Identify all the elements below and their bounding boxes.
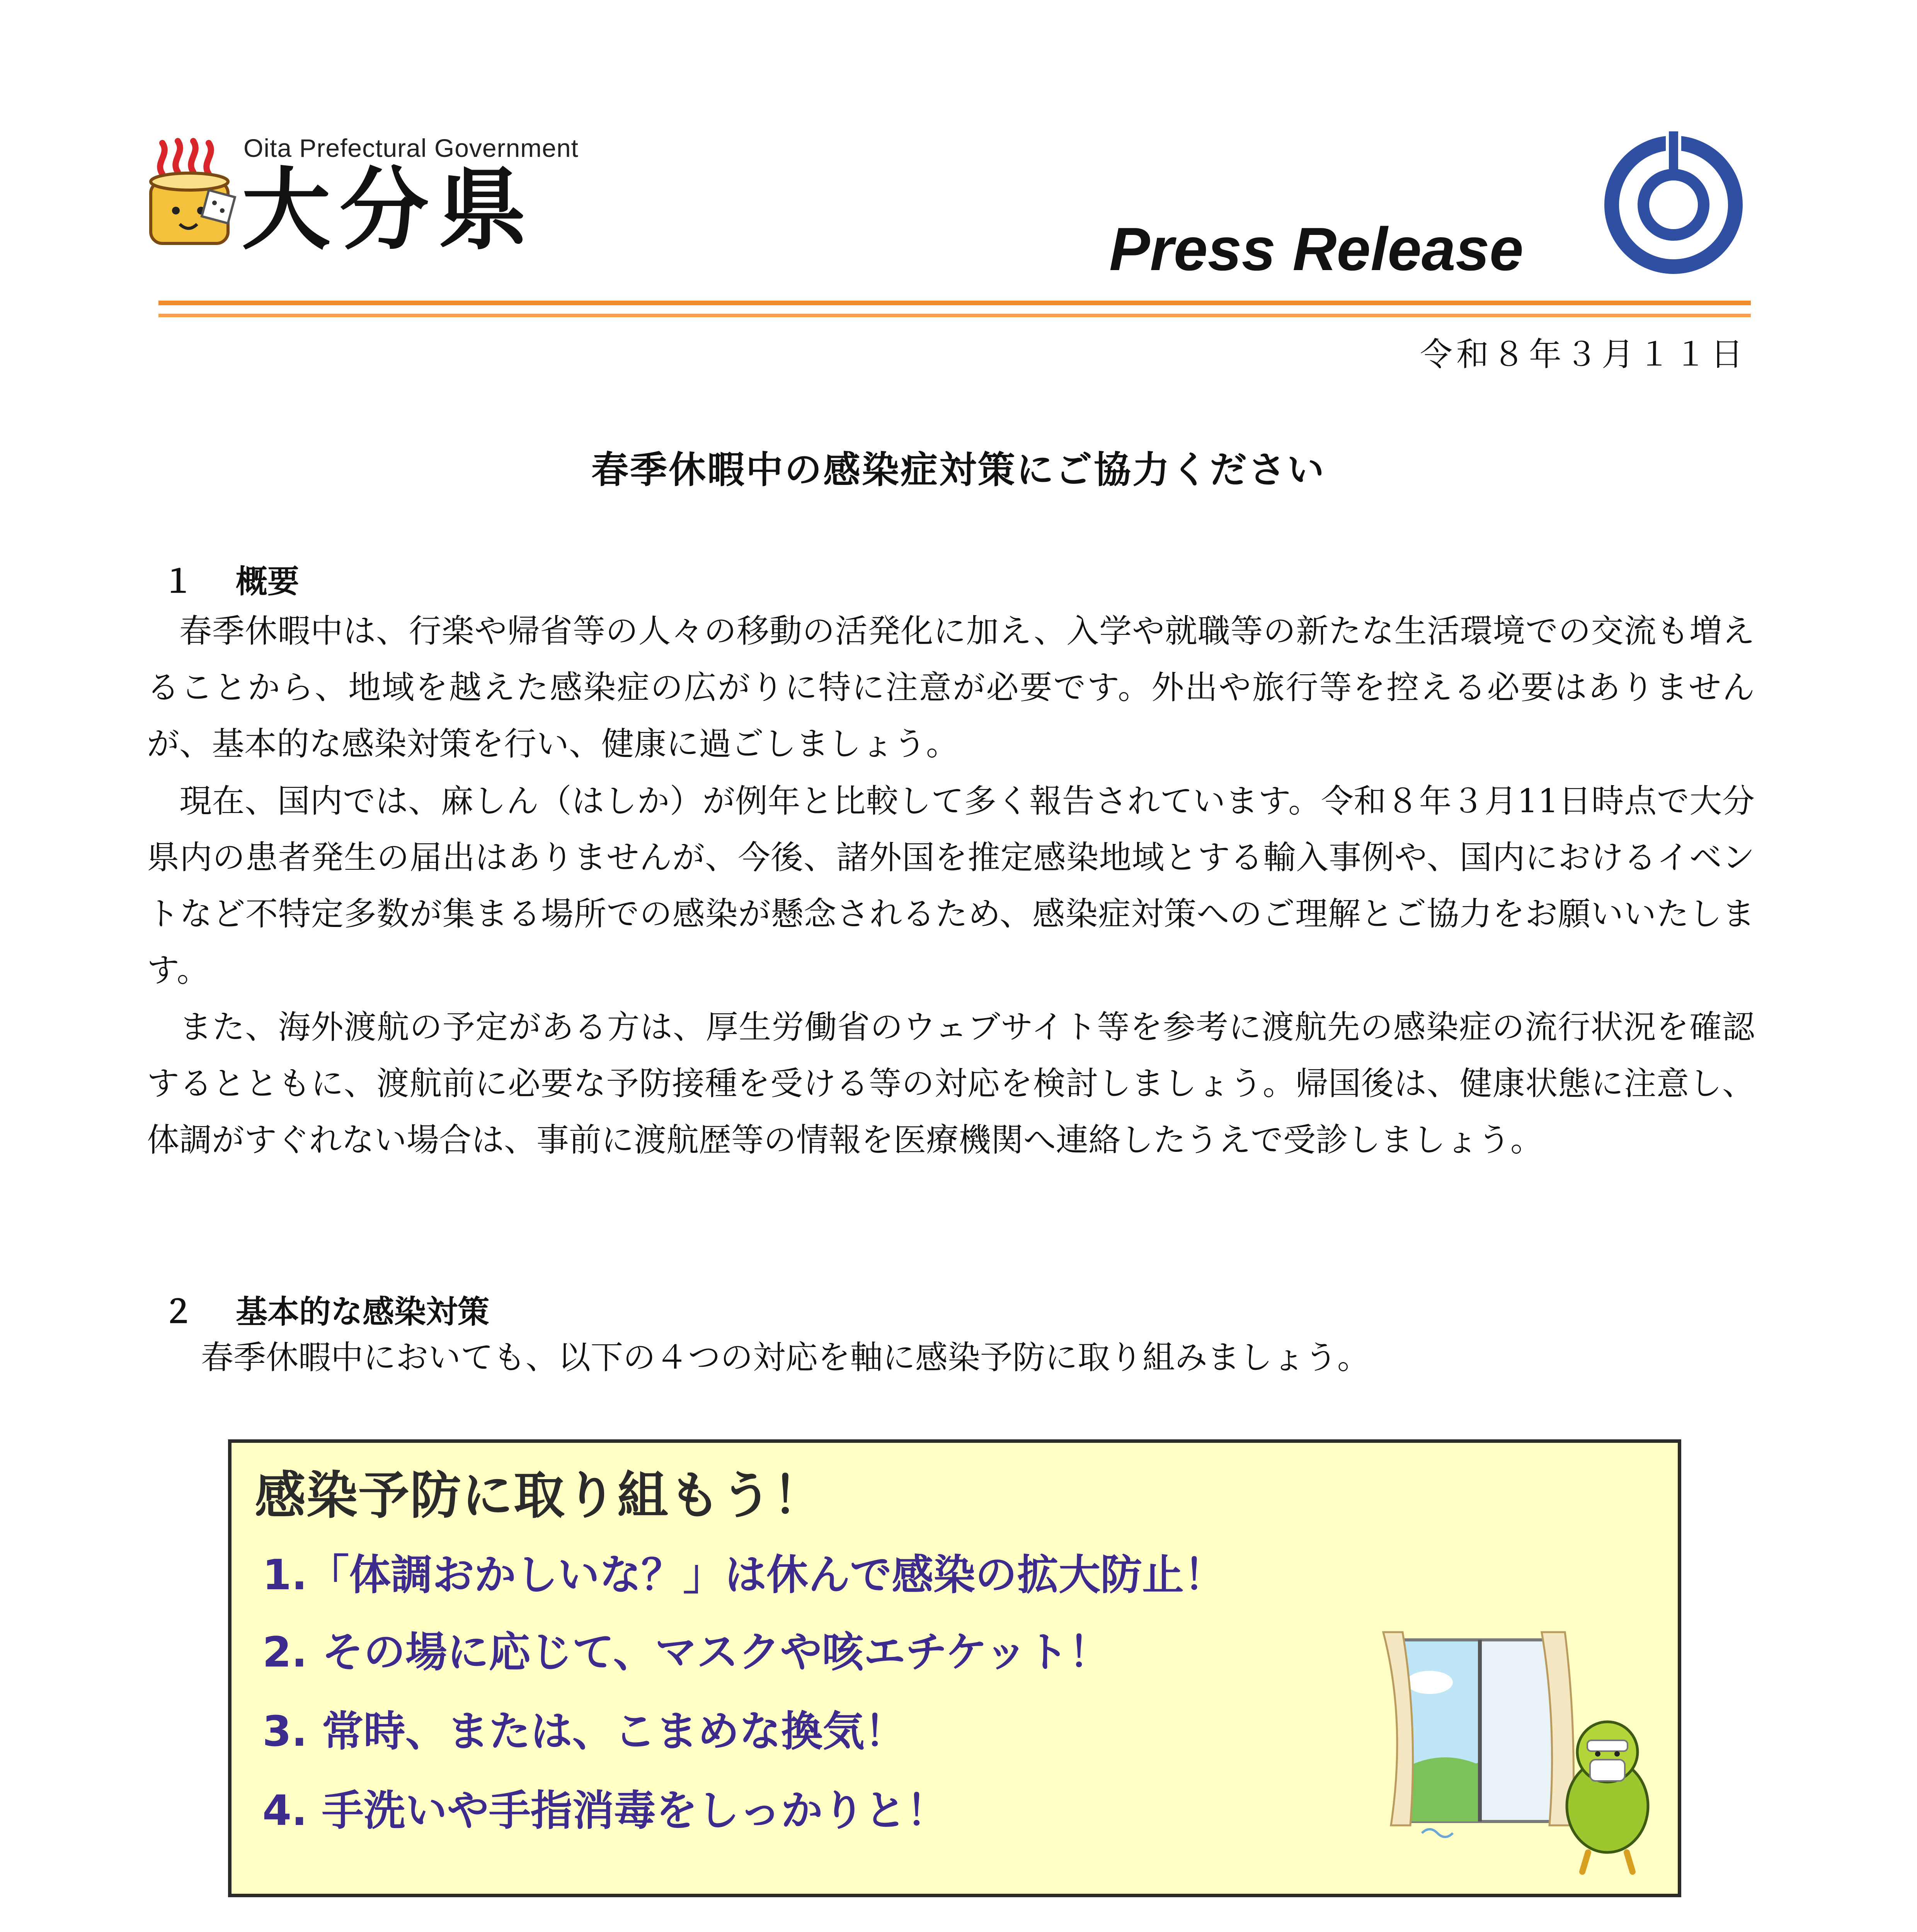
- callout-item: 3. 常時、または、こまめな換気！: [262, 1708, 906, 1756]
- release-date: 令和８年３月１１日: [1420, 335, 1747, 373]
- document-title: 春季休暇中の感染症対策にご協力ください: [591, 448, 1326, 492]
- section-1-title: 概要: [236, 563, 300, 600]
- org-name-ja: 大分県: [242, 159, 536, 262]
- section-2-heading: [155, 1287, 489, 1332]
- section-1-number: １: [162, 563, 194, 600]
- header-divider-secondary: [158, 314, 1751, 317]
- prefecture-crest-icon: [1600, 131, 1747, 278]
- callout-item: 1.「体調おかしいな？」は休んで感染の拡大防止！: [262, 1551, 1226, 1599]
- ventilation-window-mascot-icon: [1376, 1624, 1662, 1879]
- callout-item: 4. 手洗いや手指消毒をしっかりと！: [262, 1787, 948, 1835]
- section-1-paragraph-2: 現在、国内では、麻しん（はしか）が例年と比較して多く報告されています。令和８年３月11日時点で大分県内の患者発生の届出はありませんが、今後、諸外国を推定感染地域とする輸入事例や、国内におけるイベントなど不特定多数が集まる場所での感染が懸念されるため、感染症対策へのご理解とご協力をお願いいたします。: [147, 782, 1755, 989]
- section-1-paragraph-1: 春季休暇中は、行楽や帰省等の人々の移動の活発化に加え、入学や就職等の新たな生活環境での交流も増えることから、地域を越えた感染症の広がりに特に注意が必要です。外出や旅行等を控える必要はありませんが、基本的な感染対策を行い、健康に過ごしましょう。: [147, 612, 1755, 763]
- section-2-number: ２: [162, 1294, 194, 1330]
- header-divider: [158, 301, 1751, 305]
- section-2-title: 基本的な感染対策: [236, 1294, 490, 1330]
- section-2-intro: 春季休暇中においても、以下の４つの対応を軸に感染予防に取り組みましょう。: [201, 1338, 1370, 1376]
- press-release-label: Press Release: [1109, 215, 1524, 283]
- callout-heading: 感染予防に取り組もう！: [255, 1466, 824, 1526]
- infection-prevention-callout: [228, 1439, 1681, 1897]
- section-1-paragraph-3: また、海外渡航の予定がある方は、厚生労働省のウェブサイト等を参考に渡航先の感染症の流行状況を確認するとともに、渡航前に必要な予防接種を受ける等の対応を検討しましょう。帰国後は、健康状態に注意し、体調がすぐれない場合は、事前に渡航歴等の情報を医療機関へ連絡したうえで受診しましょう。: [147, 1008, 1755, 1159]
- section-1-heading: [155, 556, 299, 602]
- callout-item: 2. その場に応じて、マスクや咳エチケット！: [262, 1628, 1110, 1677]
- org-name-en: Oita Prefectural Government: [243, 134, 579, 162]
